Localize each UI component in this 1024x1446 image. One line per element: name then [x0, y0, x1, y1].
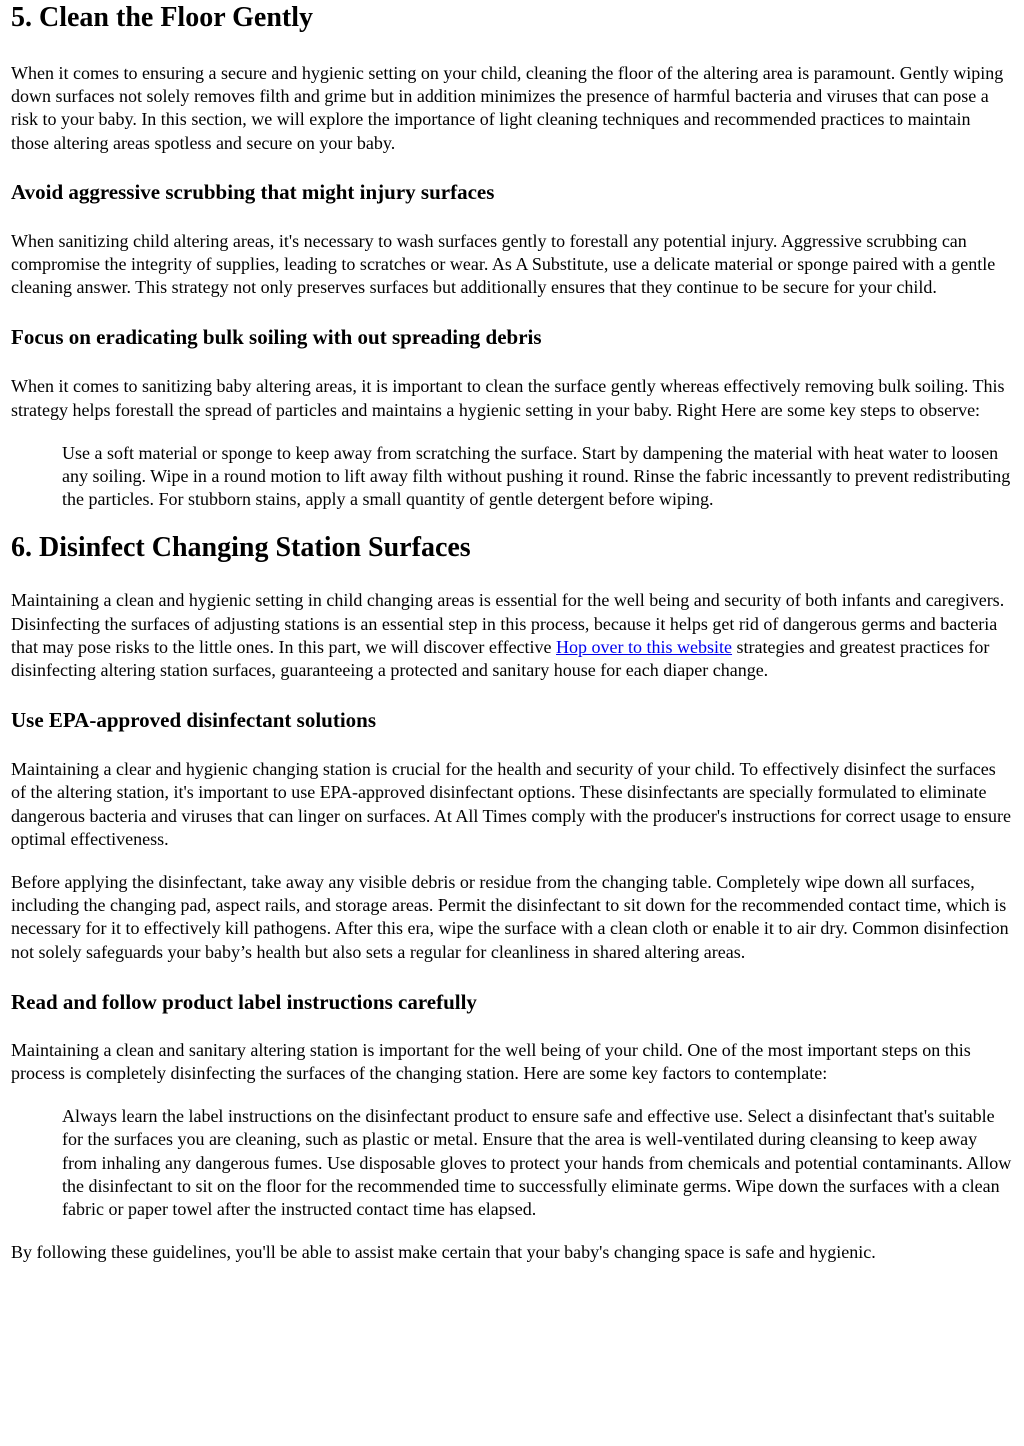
section-5-heading: 5. Clean the Floor Gently: [11, 2, 314, 33]
section-6-heading: 6. Disinfect Changing Station Surfaces: [11, 532, 471, 564]
bulk-soiling-heading: Focus on eradicating bulk soiling with out spreading debris: [11, 325, 542, 350]
hop-over-link[interactable]: Hop over to this website: [556, 636, 733, 657]
section-6-intro-after-link: strategies and greatest practices for disinfecting altering station surfaces, guaranteeing a protected and sanitary house for each diaper change.: [11, 636, 990, 681]
avoid-scrubbing-paragraph: When sanitizing child altering areas, it's necessary to wash surfaces gently to forestall any potential injury. Aggressive scrubbing can compromise the integrity of supplies, leading to scratches or wear. As A Substitute, use a delicate material or sponge paired with a gentle cleaning answer. This strategy not only preserves surfaces but additionally ensures that they continue to be secure for your child.: [11, 230, 996, 298]
label-instructions-paragraph: Maintaining a clean and sanitary altering station is important for the well being of your child. One of the most important steps on this process is completely disinfecting the surfaces of the changing station. Here are some key factors to contemplate:: [11, 1039, 971, 1084]
epa-disinfectant-paragraph-1: Maintaining a clear and hygienic changing station is crucial for the health and security of your child. To effectively disinfect the surfaces of the altering station, it's important to use EPA-approved disinfectant options. These disinfectants are specially formulated to eliminate dangerous bacteria and viruses that can linger on surfaces. At All Times comply with the producer's instructions for correct usage to ensure optimal effectiveness.: [11, 759, 1011, 849]
bulk-soiling-steps-quote: Use a soft material or sponge to keep away from scratching the surface. Start by dampening the material with heat water to loosen any soiling. Wipe in a round motion to lift away filth without pushing it round. Rinse the fabric incessantly to prevent redistributing the particles. For stubborn stains, apply a small quantity of gentle detergent before wiping.: [62, 442, 1011, 510]
epa-disinfectant-heading: Use EPA-approved disinfectant solutions: [11, 708, 377, 733]
label-instructions-heading: Read and follow product label instructions carefully: [11, 989, 477, 1014]
avoid-scrubbing-heading: Avoid aggressive scrubbing that might injury surfaces: [11, 179, 495, 204]
epa-disinfectant-paragraph-2: Before applying the disinfectant, take away any visible debris or residue from the changing table. Completely wipe down all surfaces, including the changing pad, aspect rails, and storage areas. Permit the disinfectant to sit down for the recommended contact time, which is necessary for it to effectively kill pathogens. After this era, wipe the surface with a clean cloth or enable it to air dry. Common disinfection not solely safeguards your baby’s health but also sets a regular for cleanliness in shared altering areas.: [11, 872, 1009, 962]
section-6-intro-before-link: Maintaining a clean and hygienic setting in child changing areas is essential for the well being and security of both infants and caregivers. Disinfecting the surfaces of adjusting stations is an essential step in this process, because it helps get rid of dangerous germs and bacteria that may pose risks to the little ones. In this part, we will discover effective: [11, 590, 1005, 657]
bulk-soiling-paragraph: When it comes to sanitizing baby altering areas, it is important to clean the surface gently whereas effectively removing bulk soiling. This strategy helps forestall the spread of particles and maintains a hygienic setting in your baby. Right Here are some key steps to observe:: [11, 376, 1005, 420]
section-6-intro: [11, 589, 1013, 682]
closing-paragraph: By following these guidelines, you'll be able to assist make certain that your baby's changing space is safe and hygienic.: [11, 1242, 876, 1263]
label-instructions-quote: Always learn the label instructions on the disinfectant product to ensure safe and effective use. Select a disinfectant that's suitable for the surfaces you are cleaning, such as plastic or metal. Ensure that the area is well-ventilated during cleansing to keep away from inhaling any dangerous fumes. Use disposable gloves to protect your hands from chemicals and potential contaminants. Allow the disinfectant to sit on the floor for the recommended time to successfully eliminate germs. Wipe down the surfaces with a clean fabric or paper towel after the instructed contact time has elapsed.: [62, 1106, 1012, 1220]
section-5-intro: When it comes to ensuring a secure and hygienic setting on your child, cleaning the floor of the altering area is paramount. Gently wiping down surfaces not solely removes filth and grime but in addition minimizes the presence of harmful bacteria and viruses that can pose a risk to your baby. In this section, we will explore the importance of light cleaning techniques and recommended practices to maintain those altering areas spotless and secure on your baby.: [11, 63, 1004, 153]
